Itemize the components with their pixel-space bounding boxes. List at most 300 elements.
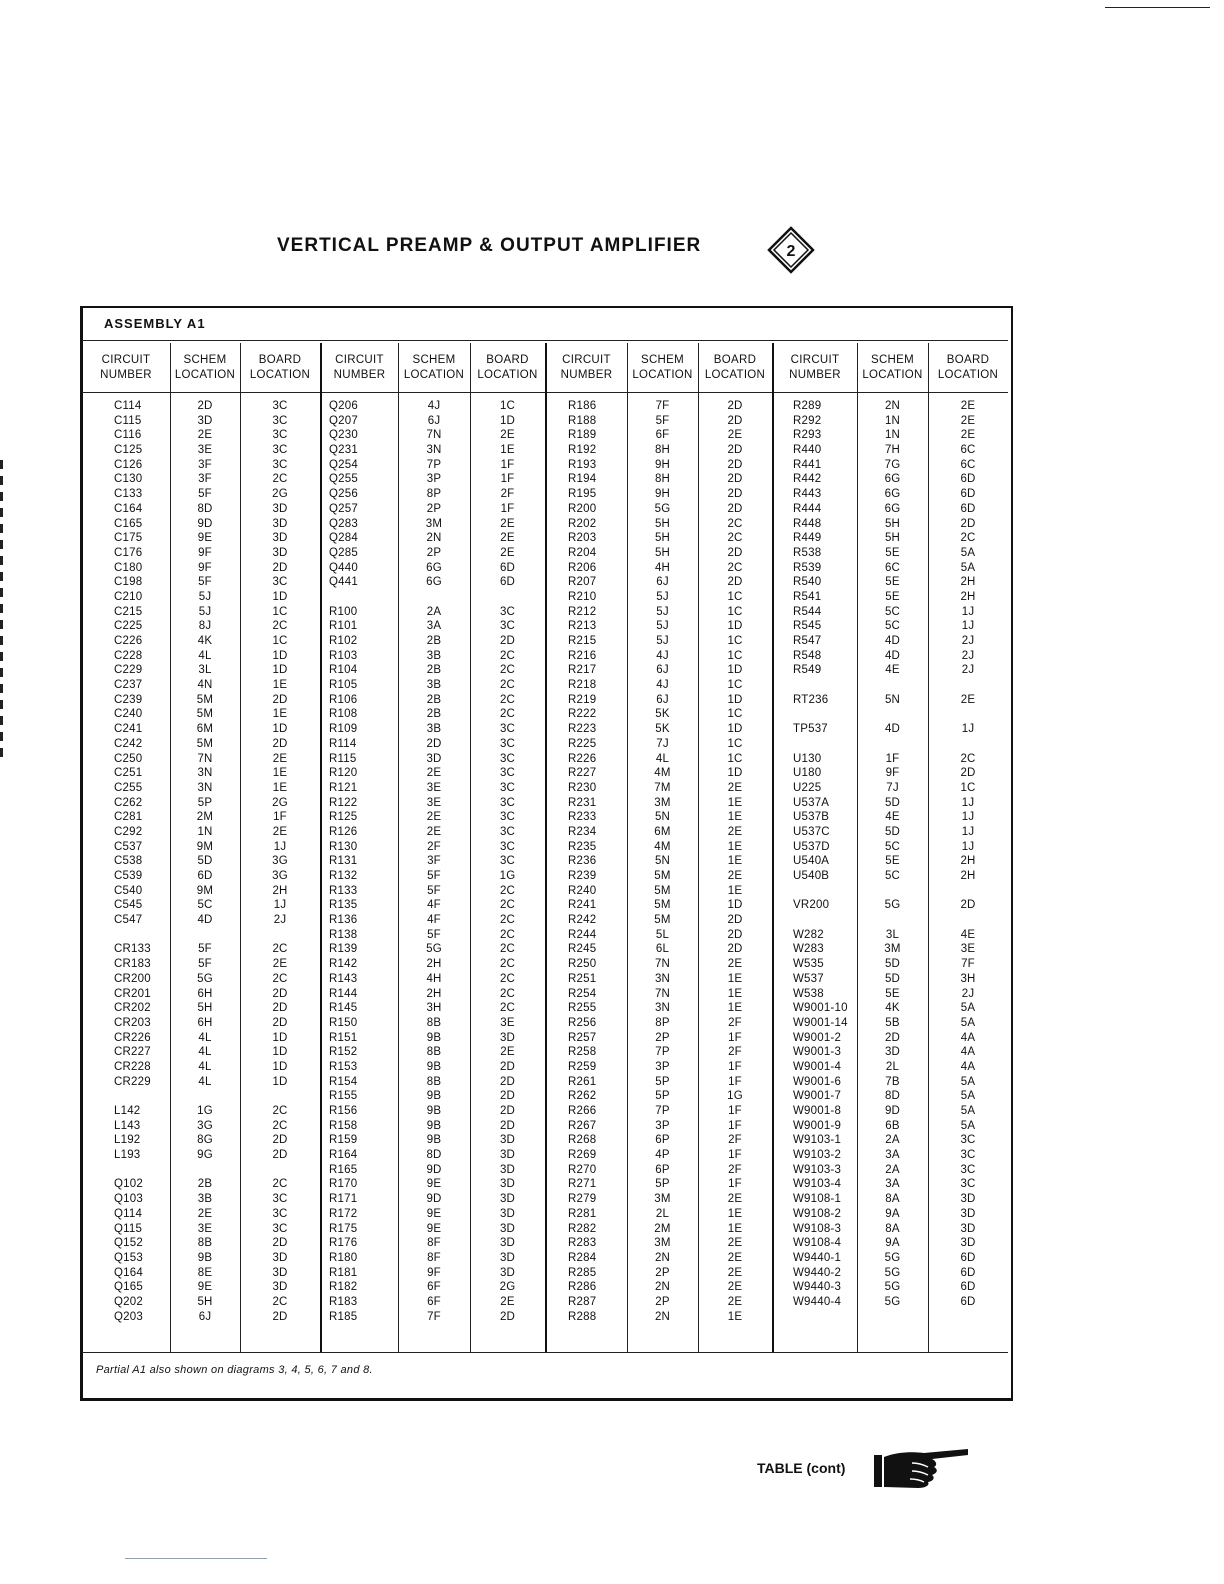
table-cell: 5F xyxy=(427,884,441,897)
table-cell: 2P xyxy=(655,1266,670,1279)
table-cell: 2M xyxy=(654,1222,671,1235)
table-cell: R131 xyxy=(329,855,358,868)
table-cell: R255 xyxy=(568,1002,597,1015)
table-cell: 5H xyxy=(197,1295,213,1308)
table-cell: 2D xyxy=(197,400,213,412)
table-cell: 6D xyxy=(960,502,976,515)
table-cell: Q206 xyxy=(329,400,358,412)
table-cell: 1C xyxy=(727,590,743,603)
table-cell: R132 xyxy=(329,870,358,882)
table-cell: 9G xyxy=(197,1149,213,1162)
table-cell: 4L xyxy=(198,1060,212,1073)
table-cell: 2E xyxy=(727,429,743,442)
table-cell: C130 xyxy=(114,473,143,486)
table-cell: R257 xyxy=(568,1031,597,1044)
table-cell: 2N xyxy=(654,1251,671,1264)
table-cell: R101 xyxy=(329,620,358,633)
table-cell: C242 xyxy=(114,737,143,750)
table-cell: Q440 xyxy=(329,561,358,574)
table-cell: 2D xyxy=(727,546,743,559)
table-cell: 9M xyxy=(196,840,214,853)
circuit-column-header xyxy=(773,353,857,383)
table-cell: C540 xyxy=(114,884,143,897)
table-cell: 3D xyxy=(499,1237,516,1250)
table-cell: 9D xyxy=(884,1105,901,1117)
table-cell: R283 xyxy=(568,1237,597,1250)
table-cell: W9108-2 xyxy=(793,1207,842,1220)
table-cell: 5A xyxy=(960,1119,976,1132)
table-cell: 4J xyxy=(656,649,669,662)
table-cell: RT236 xyxy=(793,693,829,706)
table-cell: 2C xyxy=(499,1002,516,1015)
table-cell: R172 xyxy=(329,1207,358,1220)
table-cell: R188 xyxy=(568,414,597,427)
table-cell: 8F xyxy=(427,1251,441,1264)
table-cell: W9001-14 xyxy=(793,1016,848,1029)
header-line: NUMBER xyxy=(789,369,841,381)
table-cell: 5D xyxy=(884,958,901,971)
table-cell: R130 xyxy=(329,840,358,853)
table-cell: R281 xyxy=(568,1207,597,1220)
table-cell: C115 xyxy=(114,414,142,427)
table-cell: 9B xyxy=(426,1031,442,1044)
table-cell: 8D xyxy=(426,1149,442,1162)
table-cell: 2D xyxy=(272,987,288,1000)
table-cell: 3N xyxy=(426,444,442,457)
table-cell: 9E xyxy=(197,532,213,545)
table-cell: CR227 xyxy=(114,1046,151,1059)
header-line: NUMBER xyxy=(100,369,152,381)
table-cell xyxy=(857,737,928,752)
table-cell: R186 xyxy=(568,400,597,412)
table-cell: 2D xyxy=(272,1002,288,1015)
table-cell: 2D xyxy=(272,693,288,706)
table-cell: 3C xyxy=(272,1207,288,1220)
table-cell xyxy=(857,884,928,899)
table-cell: 2P xyxy=(655,1295,670,1308)
table-cell: 1C xyxy=(727,649,743,662)
table-cell: 1D xyxy=(727,664,743,677)
table-cell: 2D xyxy=(499,1105,516,1117)
table-cell: 2C xyxy=(499,943,516,956)
table-cell: U540A xyxy=(793,855,830,868)
table-cell: 6P xyxy=(655,1134,670,1147)
table-cell: 5K xyxy=(655,723,670,736)
table-cell: 7P xyxy=(426,458,442,471)
table-cell xyxy=(321,590,398,605)
table-cell: 3C xyxy=(272,1222,288,1235)
table-cell: 2E xyxy=(727,1251,743,1264)
table-cell: W9440-4 xyxy=(793,1295,842,1308)
table-cell: R269 xyxy=(568,1149,597,1162)
table-cell: CR200 xyxy=(114,972,151,985)
table-cell: R171 xyxy=(329,1193,358,1206)
table-cell: 1C xyxy=(727,752,743,765)
table-cell: R175 xyxy=(329,1222,358,1235)
table-cell: 7F xyxy=(961,958,975,971)
table-cell: 1F xyxy=(728,1075,742,1088)
table-cell xyxy=(470,590,545,605)
table-cell: 7J xyxy=(656,737,669,750)
table-cell: 2E xyxy=(727,870,743,882)
table-cell: 2C xyxy=(272,473,288,486)
table-cell: 8J xyxy=(198,620,212,633)
table-cell: 5E xyxy=(885,855,900,868)
table-cell: 2C xyxy=(272,943,288,956)
table-cell xyxy=(240,1089,320,1104)
table-cell: 3D xyxy=(272,1281,288,1294)
table-cell: 1F xyxy=(728,1031,742,1044)
table-cell: 3N xyxy=(654,972,671,985)
table-cell: 5M xyxy=(654,899,671,912)
table-cell: 4H xyxy=(426,972,442,985)
table-cell: R202 xyxy=(568,517,597,530)
table-cell: 3A xyxy=(426,620,442,633)
table-cell: 3E xyxy=(960,943,976,956)
bottom-edge-rule xyxy=(125,1558,267,1559)
table-cell: Q152 xyxy=(114,1237,143,1250)
table-cell: 2H xyxy=(960,576,976,589)
table-cell: U537B xyxy=(793,811,830,824)
table-cell: W535 xyxy=(793,958,824,971)
table-cell: 9B xyxy=(426,1119,442,1132)
table-cell: 2E xyxy=(500,517,515,530)
table-cell: R227 xyxy=(568,767,597,780)
table-cell: 5E xyxy=(885,987,900,1000)
table-cell: CR226 xyxy=(114,1031,151,1044)
table-cell: 1J xyxy=(961,811,975,824)
table-cell: W9001-8 xyxy=(793,1105,842,1117)
table-cell xyxy=(773,678,857,693)
table-cell: R105 xyxy=(329,679,358,692)
table-cell: Q254 xyxy=(329,458,358,471)
table-cell: 1E xyxy=(272,708,288,721)
table-cell xyxy=(928,913,1008,928)
header-line: CIRCUIT xyxy=(790,354,840,366)
table-cell: 1E xyxy=(727,1207,743,1220)
table-cell: 6M xyxy=(654,825,671,838)
header-line: SCHEM xyxy=(870,354,915,366)
assembly-label: ASSEMBLY A1 xyxy=(104,316,206,331)
schem-column-header xyxy=(398,353,470,383)
table-cell: 2F xyxy=(728,1046,742,1059)
table-cell: 8B xyxy=(426,1075,442,1088)
table-cell: R244 xyxy=(568,928,597,941)
table-cell: R448 xyxy=(793,517,822,530)
table-cell: 2E xyxy=(500,1046,515,1059)
table-cell: 2D xyxy=(272,1016,288,1029)
board-column-header xyxy=(470,353,545,383)
table-cell: C165 xyxy=(114,517,143,530)
table-cell xyxy=(928,707,1008,722)
table-cell: 9E xyxy=(197,1281,213,1294)
table-cell: R144 xyxy=(329,987,358,1000)
table-cell xyxy=(773,913,857,928)
table-cell: C292 xyxy=(114,825,143,838)
table-cell: 1F xyxy=(273,811,287,824)
table-cell: 5G xyxy=(884,1295,901,1308)
table-cell: 6L xyxy=(655,943,670,956)
table-cell: R242 xyxy=(568,914,597,927)
table-cell: 1E xyxy=(727,811,743,824)
table-cell: W282 xyxy=(793,928,824,941)
table-cell: 1D xyxy=(272,1031,288,1044)
table-cell: Q283 xyxy=(329,517,358,530)
table-cell: 5H xyxy=(654,532,671,545)
table-cell xyxy=(857,913,928,928)
table-cell: 2H xyxy=(426,958,442,971)
table-cell: 2D xyxy=(272,1237,288,1250)
table-cell: 2C xyxy=(499,987,516,1000)
table-cell: 4K xyxy=(197,635,213,647)
table-cell: 3D xyxy=(499,1031,516,1044)
table-cell: Q115 xyxy=(114,1222,143,1235)
table-cell: 3D xyxy=(499,1266,516,1279)
table-cell: R287 xyxy=(568,1295,597,1308)
table-cell: 1F xyxy=(728,1119,742,1132)
table-cell: 1E xyxy=(727,987,743,1000)
table-cell: 5D xyxy=(884,972,901,985)
table-cell: R231 xyxy=(568,796,597,809)
pointing-hand-icon xyxy=(872,1445,972,1491)
table-cell: R121 xyxy=(329,781,358,794)
table-cell: 5J xyxy=(656,590,669,603)
table-cell: 9F xyxy=(885,767,900,780)
table-cell: Q202 xyxy=(114,1295,143,1308)
table-cell: R207 xyxy=(568,576,597,589)
table-cell: 2J xyxy=(273,914,287,927)
table-cell: R239 xyxy=(568,870,597,882)
table-cell: 7B xyxy=(885,1075,900,1088)
table-cell: R195 xyxy=(568,488,597,501)
table-cell: 9B xyxy=(426,1090,442,1103)
table-cell: 6P xyxy=(655,1163,670,1176)
table-cell: R206 xyxy=(568,561,597,574)
table-cell: CR228 xyxy=(114,1060,151,1073)
table-cell: 2C xyxy=(960,532,976,545)
table-cell: R547 xyxy=(793,635,822,647)
table-cell: 4M xyxy=(654,840,671,853)
table-cell: 3G xyxy=(272,855,288,868)
table-cell: Q255 xyxy=(329,473,358,486)
table-cell: 1E xyxy=(727,840,743,853)
table-cell: 2B xyxy=(426,708,442,721)
table-cell: 5C xyxy=(884,620,901,633)
table-cell: VR200 xyxy=(793,899,830,912)
table-cell: 3E xyxy=(426,796,442,809)
table-cell: 1N xyxy=(884,429,901,442)
table-cell: C114 xyxy=(114,400,142,412)
table-cell: 5F xyxy=(655,414,670,427)
table-cell: R226 xyxy=(568,752,597,765)
table-cell: 8D xyxy=(197,502,213,515)
table-cell: R212 xyxy=(568,605,597,618)
table-cell: 2H xyxy=(272,884,288,897)
table-cell: W283 xyxy=(793,943,824,956)
table-cell: R156 xyxy=(329,1105,358,1117)
table-cell: 3D xyxy=(426,752,442,765)
table-cell: 7P xyxy=(655,1046,670,1059)
table-cell: 9B xyxy=(426,1134,442,1147)
table-cell: 5H xyxy=(654,546,671,559)
table-cell: 5N xyxy=(654,855,671,868)
table-cell: 3A xyxy=(885,1149,900,1162)
table-cell: 3D xyxy=(960,1207,976,1220)
table-cell: 3M xyxy=(654,1237,671,1250)
table-cell: 7H xyxy=(884,444,901,457)
table-cell: W9103-3 xyxy=(793,1163,842,1176)
table-cell: 1C xyxy=(727,737,743,750)
table-footnote: Partial A1 also shown on diagrams 3, 4, 5, 6, 7 and 8. xyxy=(96,1364,373,1376)
table-cell: 7N xyxy=(654,958,671,971)
table-cell: R120 xyxy=(329,767,358,780)
table-cell: R251 xyxy=(568,972,597,985)
table-cell: R256 xyxy=(568,1016,597,1029)
table-cell: R204 xyxy=(568,546,597,559)
table-cell: 6D xyxy=(960,1295,976,1308)
table-cell: 8A xyxy=(885,1222,900,1235)
table-cell: 3D xyxy=(272,502,288,515)
table-cell: 4P xyxy=(655,1149,670,1162)
table-cell: 2E xyxy=(500,1295,515,1308)
table-cell: Q153 xyxy=(114,1251,143,1264)
table-cell: 2B xyxy=(426,664,442,677)
table-cell: TP537 xyxy=(793,723,828,736)
table-cell: R258 xyxy=(568,1046,597,1059)
table-cell: 1F xyxy=(500,458,515,471)
table-cell: 3C xyxy=(499,825,516,838)
table-cell: 4A xyxy=(960,1046,976,1059)
table-cell: 2C xyxy=(499,679,516,692)
table-cell: 5A xyxy=(960,1016,976,1029)
table-cell: 2D xyxy=(727,444,743,457)
table-cell: 2N xyxy=(426,532,442,545)
table-cell: R122 xyxy=(329,796,358,809)
table-cell: 3D xyxy=(272,517,288,530)
table-cell: C239 xyxy=(114,693,143,706)
table-cell: 3C xyxy=(272,458,288,471)
table-cell: 7F xyxy=(427,1310,441,1323)
table-cell: 2F xyxy=(427,840,441,853)
table-cell: 2D xyxy=(727,943,743,956)
table-cell: 4N xyxy=(197,679,213,692)
table-cell xyxy=(773,737,857,752)
table-cell: 2C xyxy=(727,532,743,545)
table-cell: 3H xyxy=(960,972,976,985)
table-cell: R443 xyxy=(793,488,822,501)
table-cell: 9E xyxy=(426,1222,442,1235)
table-cell: 6D xyxy=(960,488,976,501)
table-cell: U130 xyxy=(793,752,822,765)
table-cell: 3E xyxy=(500,1016,515,1029)
table-cell xyxy=(82,1163,170,1178)
table-cell: R284 xyxy=(568,1251,597,1264)
table-cell: 2B xyxy=(426,693,442,706)
table-cell: 2P xyxy=(426,546,442,559)
table-cell: 4A xyxy=(960,1060,976,1073)
table-cell: CR133 xyxy=(114,943,151,956)
table-cell: C176 xyxy=(114,546,143,559)
table-cell: CR202 xyxy=(114,1002,151,1015)
table-cell: 1E xyxy=(727,1002,743,1015)
table-cell: 3D xyxy=(499,1251,516,1264)
table-cell: U537D xyxy=(793,840,830,853)
table-cell: 4H xyxy=(654,561,671,574)
table-cell: R185 xyxy=(329,1310,358,1323)
table-cell: R182 xyxy=(329,1281,358,1294)
table-cell: W9108-3 xyxy=(793,1222,842,1235)
table-cell: 3B xyxy=(197,1193,213,1206)
table-cell: 5E xyxy=(885,590,900,603)
table-cell: 3F xyxy=(198,458,212,471)
table-cell: 2D xyxy=(727,400,743,412)
table-cell: R135 xyxy=(329,899,358,912)
table-cell: 2D xyxy=(272,1310,288,1323)
table-cell: 2D xyxy=(727,488,743,501)
table-cell: R234 xyxy=(568,825,597,838)
table-cell: C133 xyxy=(114,488,143,501)
table-cell: 3M xyxy=(884,943,901,956)
table-cell: 2G xyxy=(272,796,288,809)
table-cell: 2E xyxy=(960,400,976,412)
table-cell: 2H xyxy=(426,987,442,1000)
table-cell: 5P xyxy=(655,1075,670,1088)
table-cell: R106 xyxy=(329,693,358,706)
table-cell: C226 xyxy=(114,635,143,647)
table-cell: R102 xyxy=(329,635,358,647)
table-cell: 6H xyxy=(197,987,213,1000)
table-cell: 9D xyxy=(426,1193,442,1206)
table-cell: 3D xyxy=(272,532,288,545)
table-cell: 3C xyxy=(960,1163,976,1176)
table-cell: 3C xyxy=(499,723,516,736)
table-cell: 1E xyxy=(500,444,515,457)
table-cell: 3C xyxy=(272,444,288,457)
table-cell: 3C xyxy=(272,576,288,589)
table-cell: 3D xyxy=(960,1237,976,1250)
table-cell: 3D xyxy=(499,1178,516,1191)
table-cell: R240 xyxy=(568,884,597,897)
table-cell: R544 xyxy=(793,605,822,618)
table-cell: 8H xyxy=(654,473,671,486)
table-cell: 2C xyxy=(272,620,288,633)
table-cell: 8D xyxy=(884,1090,901,1103)
table-cell: 5N xyxy=(884,693,901,706)
table-cell: 5M xyxy=(654,884,671,897)
header-line: BOARD xyxy=(258,354,302,366)
table-cell: 1F xyxy=(500,502,515,515)
table-cell: R125 xyxy=(329,811,358,824)
table-cell: 3F xyxy=(427,855,441,868)
table-cell xyxy=(170,1089,240,1104)
table-cell: W9001-6 xyxy=(793,1075,842,1088)
table-cell: 3C xyxy=(499,737,516,750)
table-cell: 5F xyxy=(198,576,212,589)
table-cell: R442 xyxy=(793,473,822,486)
table-cell: 3D xyxy=(499,1207,516,1220)
table-cell: C125 xyxy=(114,444,143,457)
table-cell: 4F xyxy=(427,914,441,927)
table-cell: 4L xyxy=(655,752,670,765)
table-cell: 5F xyxy=(427,928,441,941)
table-cell: C255 xyxy=(114,781,143,794)
table-cell: 3D xyxy=(272,546,288,559)
table-cell: 2E xyxy=(500,429,515,442)
table-cell: R288 xyxy=(568,1310,597,1323)
table-cell: C240 xyxy=(114,708,143,721)
table-cell: 3A xyxy=(885,1178,900,1191)
table-cell: W9001-9 xyxy=(793,1119,842,1132)
